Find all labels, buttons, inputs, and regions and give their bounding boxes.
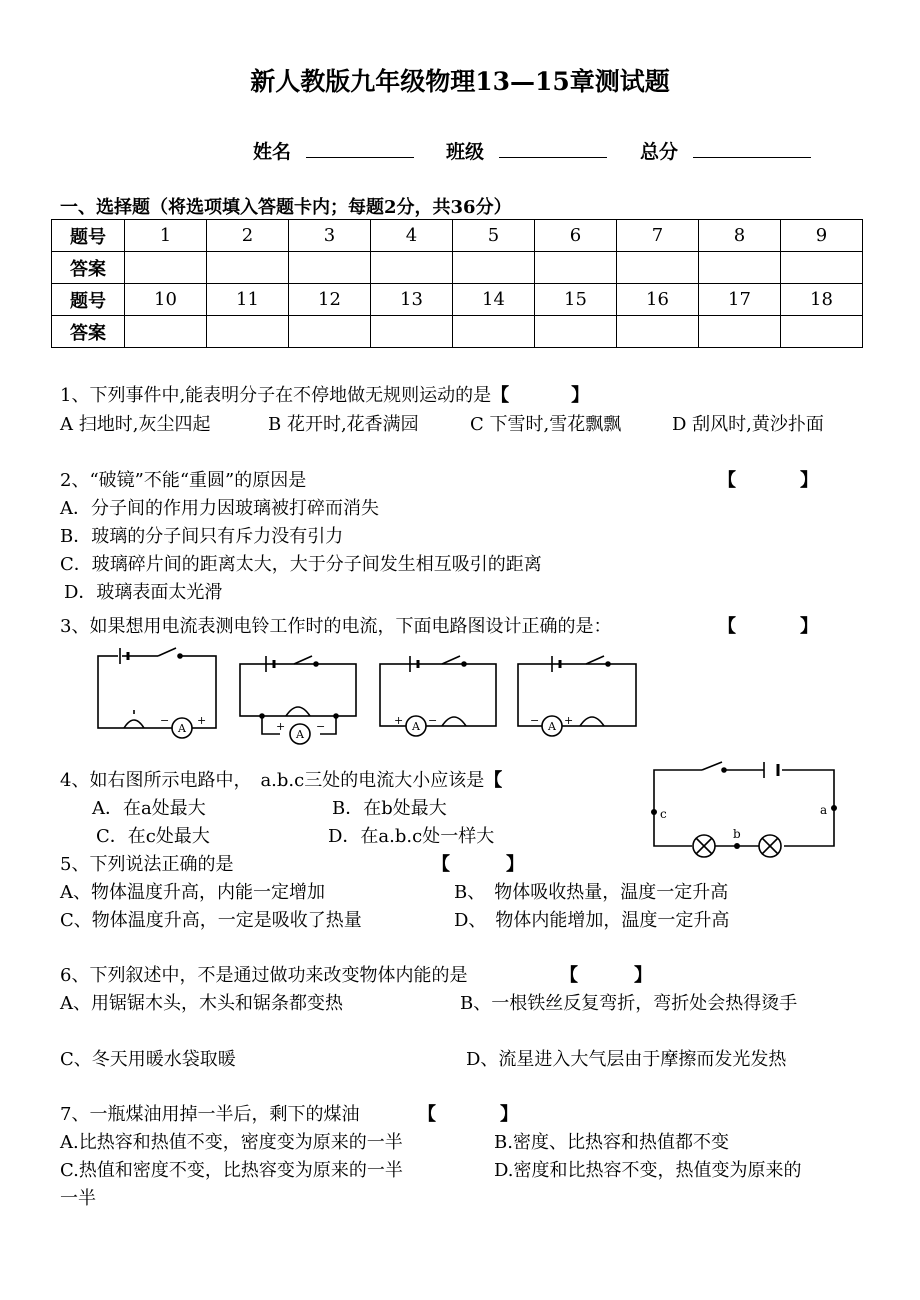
- section-heading: 一、选择题（将选项填入答题卡内；每题2分，共36分）: [60, 197, 512, 218]
- table-row: [52, 252, 863, 284]
- question-number: 8: [699, 220, 781, 252]
- answer-cell[interactable]: [699, 252, 781, 284]
- stem-text: 1、下列事件中,能表明分子在不停地做无规则运动的是: [60, 385, 492, 406]
- bracket-close: 】: [634, 965, 652, 986]
- question-number: 10: [125, 284, 207, 316]
- option-a: A．在a处最大: [92, 798, 206, 819]
- answer-cell[interactable]: [125, 316, 207, 348]
- bracket-open: 【: [484, 770, 503, 791]
- stem-text: 4、如右图所示电路中， a.b.c三处的电流大小应该是: [60, 770, 485, 791]
- q4-circuit-diagram: [640, 758, 850, 870]
- question-number: 9: [781, 220, 863, 252]
- question-1-stem: [60, 381, 589, 407]
- ammeter-label: A: [296, 728, 304, 741]
- option-c: C、物体温度升高，一定是吸收了热量: [60, 910, 362, 931]
- answer-cell[interactable]: [453, 252, 535, 284]
- class-field: [446, 137, 607, 164]
- question-number: 16: [617, 284, 699, 316]
- option-c: C．在c处最大: [96, 826, 210, 847]
- answer-cell[interactable]: [535, 316, 617, 348]
- option-d: D．在a.b.c处一样大: [328, 826, 495, 847]
- minus-label: −: [316, 720, 326, 733]
- answer-cell[interactable]: [781, 316, 863, 348]
- answer-cell[interactable]: [207, 252, 289, 284]
- bracket-close: 】: [506, 854, 524, 875]
- bracket-open: 【: [432, 854, 450, 875]
- row-header: 答案: [52, 252, 125, 284]
- answer-cell[interactable]: [617, 316, 699, 348]
- question-number: 1: [125, 220, 207, 252]
- option-a: A.比热容和热值不变，密度变为原来的一半: [60, 1132, 403, 1153]
- name-field: [253, 137, 414, 164]
- option-d: D 刮风时,黄沙扑面: [672, 414, 824, 435]
- answer-cell[interactable]: [289, 252, 371, 284]
- option-b: B 花开时,花香满园: [268, 414, 419, 435]
- bracket-close: 】: [800, 470, 818, 491]
- question-6-stem: 6、下列叙述中，不是通过做功来改变物体内能的是: [60, 965, 468, 986]
- option-b: B．在b处最大: [332, 798, 447, 819]
- question-number: 4: [371, 220, 453, 252]
- bracket-open: 【: [718, 470, 736, 491]
- bracket-open: 【: [560, 965, 578, 986]
- answer-cell[interactable]: [453, 316, 535, 348]
- question-number: 17: [699, 284, 781, 316]
- name-label: 姓名: [253, 141, 292, 163]
- minus-label: −: [160, 714, 170, 727]
- question-number: 2: [207, 220, 289, 252]
- answer-cell[interactable]: [699, 316, 781, 348]
- row-header: 题号: [52, 284, 125, 316]
- class-blank[interactable]: [499, 139, 607, 158]
- option-a: A 扫地时,灰尘四起: [60, 414, 211, 435]
- score-label: 总分: [640, 141, 679, 163]
- minus-label: −: [530, 714, 540, 727]
- ammeter-label: A: [412, 720, 420, 733]
- plus-label: +: [276, 720, 286, 733]
- answer-cell[interactable]: [125, 252, 207, 284]
- name-blank[interactable]: [306, 139, 414, 158]
- answer-cell[interactable]: [207, 316, 289, 348]
- point-b-label: b: [733, 827, 741, 841]
- question-number: 3: [289, 220, 371, 252]
- option-c: C.热值和密度不变，比热容变为原来的一半: [60, 1160, 403, 1181]
- option-c: C 下雪时,雪花飘飘: [470, 414, 622, 435]
- option-b: B、 物体吸收热量，温度一定升高: [454, 882, 729, 903]
- question-number: 13: [371, 284, 453, 316]
- question-number: 18: [781, 284, 863, 316]
- plus-label: +: [564, 714, 574, 727]
- bracket-close: 】: [800, 616, 818, 637]
- option-d: D.密度和比热容不变，热值变为原来的: [494, 1160, 802, 1181]
- score-field: [640, 137, 811, 164]
- answer-cell[interactable]: [617, 252, 699, 284]
- bracket-close: 】: [571, 385, 590, 406]
- answer-cell[interactable]: [781, 252, 863, 284]
- answer-cell[interactable]: [535, 252, 617, 284]
- row-header: 答案: [52, 316, 125, 348]
- point-a-label: a: [820, 803, 828, 817]
- row-header: 题号: [52, 220, 125, 252]
- option-b: B.密度、比热容和热值都不变: [494, 1132, 729, 1153]
- table-row: [52, 284, 863, 316]
- bracket-open: 【: [718, 616, 736, 637]
- page-title: 新人教版九年级物理13—15章测试题: [250, 67, 670, 96]
- question-2-stem: 2、“破镜”不能“重圆”的原因是: [60, 470, 307, 491]
- table-row: [52, 316, 863, 348]
- plus-label: +: [197, 714, 207, 727]
- bracket-open: 【: [418, 1104, 436, 1125]
- option-a: A．分子间的作用力因玻璃被打碎而消失: [60, 498, 379, 519]
- bracket-open: 【: [491, 385, 510, 406]
- q3-circuit-diagrams: [90, 642, 650, 752]
- option-d: D、流星进入大气层由于摩擦而发光发热: [466, 1049, 787, 1070]
- option-d: D．玻璃表面太光滑: [64, 582, 223, 603]
- option-c: C、冬天用暖水袋取暖: [60, 1049, 236, 1070]
- question-5-stem: 5、下列说法正确的是: [60, 854, 234, 875]
- answer-cell[interactable]: [371, 316, 453, 348]
- question-4-stem: [60, 766, 502, 792]
- point-c-label: c: [660, 807, 667, 821]
- question-number: 7: [617, 220, 699, 252]
- score-blank[interactable]: [693, 139, 811, 158]
- question-number: 14: [453, 284, 535, 316]
- option-a: A、物体温度升高，内能一定增加: [60, 882, 325, 903]
- question-3-stem: 3、如果想用电流表测电铃工作时的电流，下面电路图设计正确的是：: [60, 616, 612, 637]
- answer-cell[interactable]: [289, 316, 371, 348]
- question-number: 15: [535, 284, 617, 316]
- ammeter-label: A: [548, 720, 556, 733]
- question-7-stem: 7、一瓶煤油用掉一半后，剩下的煤油: [60, 1104, 360, 1125]
- option-d-continued: 一半: [60, 1188, 96, 1209]
- question-number: 11: [207, 284, 289, 316]
- question-number: 5: [453, 220, 535, 252]
- option-c: C．玻璃碎片间的距离太大，大于分子间发生相互吸引的距离: [60, 554, 542, 575]
- option-a: A、用锯锯木头，木头和锯条都变热: [60, 993, 343, 1014]
- option-b: B．玻璃的分子间只有斥力没有引力: [60, 526, 344, 547]
- answer-table: [51, 219, 863, 348]
- question-number: 6: [535, 220, 617, 252]
- plus-label: +: [394, 714, 404, 727]
- question-number: 12: [289, 284, 371, 316]
- class-label: 班级: [446, 141, 485, 163]
- minus-label: −: [428, 714, 438, 727]
- option-b: B、一根铁丝反复弯折，弯折处会热得烫手: [460, 993, 798, 1014]
- bracket-close: 】: [500, 1104, 518, 1125]
- answer-cell[interactable]: [371, 252, 453, 284]
- table-row: [52, 220, 863, 252]
- ammeter-label: A: [178, 722, 186, 735]
- option-d: D、 物体内能增加，温度一定升高: [454, 910, 730, 931]
